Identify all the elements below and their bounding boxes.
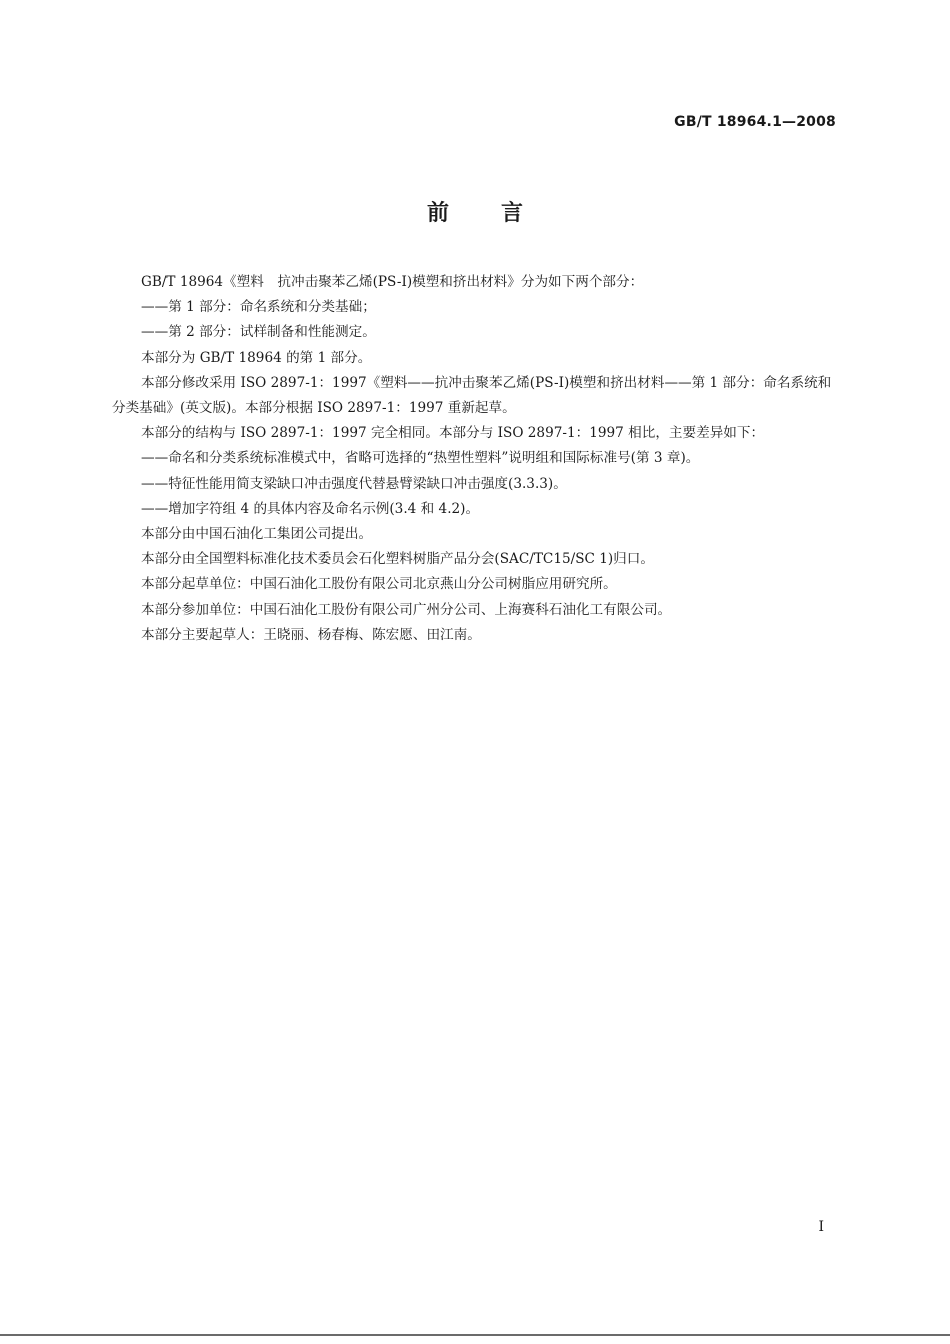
paragraph: 本部分参加单位：中国石油化工股份有限公司广州分公司、上海赛科石油化工有限公司。: [141, 601, 672, 618]
page-number: I: [818, 1219, 824, 1235]
bottom-rule: [0, 1334, 950, 1336]
standard-number: GB/T 18964.1—2008: [674, 114, 836, 130]
foreword-body: [112, 270, 838, 648]
paragraph: 本部分主要起草人：王晓丽、杨春梅、陈宏愿、田江南。: [141, 626, 481, 643]
paragraph: ——命名和分类系统标准模式中，省略可选择的“热塑性塑料”说明组和国际标准号(第 3 章)。: [141, 450, 700, 467]
paragraph: 本部分起草单位：中国石油化工股份有限公司北京燕山分公司树脂应用研究所。: [141, 576, 617, 593]
paragraph: 本部分由全国塑料标准化技术委员会石化塑料树脂产品分会(SAC/TC15/SC 1)归口。: [141, 551, 654, 568]
paragraph: ——增加字符组 4 的具体内容及命名示例(3.4 和 4.2)。: [141, 500, 480, 517]
paragraph: 本部分的结构与 ISO 2897-1：1997 完全相同。本部分与 ISO 2897-1：1997 相比，主要差异如下：: [141, 425, 765, 442]
paragraph: ——第 2 部分：试样制备和性能测定。: [141, 324, 376, 341]
paragraph: 本部分为 GB/T 18964 的第 1 部分。: [141, 349, 372, 366]
paragraph: GB/T 18964《塑料 抗冲击聚苯乙烯(PS-I)模塑和挤出材料》分为如下两个部分：: [141, 274, 644, 290]
paragraph: 本部分修改采用 ISO 2897-1：1997《塑料——抗冲击聚苯乙烯(PS-I)模塑和挤出材料——第 1 部分：命名系统和分类基础》(英文版)。本部分根据 ISO 2897-1：1997 重新起草。: [112, 374, 832, 417]
paragraph: 本部分由中国石油化工集团公司提出。: [141, 526, 373, 543]
page-title: 前言: [426, 201, 575, 226]
paragraph: ——特征性能用简支梁缺口冲击强度代替悬臂梁缺口冲击强度(3.3.3)。: [141, 475, 567, 492]
paragraph: ——第 1 部分：命名系统和分类基础；: [141, 299, 376, 316]
